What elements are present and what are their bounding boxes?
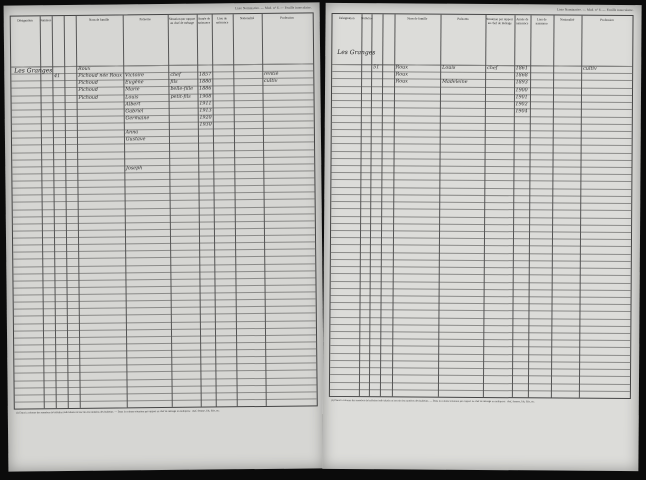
column-header: Profession bbox=[600, 17, 614, 22]
table-header bbox=[332, 14, 632, 67]
first-name: Anna bbox=[125, 130, 139, 136]
place-name: Les Granges bbox=[337, 48, 376, 57]
relation: chef bbox=[487, 66, 498, 72]
column-header: Situation par rapport au chef de ménage bbox=[486, 17, 513, 26]
census-page-right bbox=[322, 3, 641, 471]
census-table bbox=[10, 12, 318, 409]
birth-year: 1900 bbox=[515, 87, 528, 93]
table-body bbox=[330, 64, 632, 398]
birth-year: 1902 bbox=[515, 102, 528, 108]
census-page-left bbox=[4, 2, 325, 471]
column-header: Nationalité bbox=[239, 16, 255, 21]
family-name: Roux bbox=[395, 65, 408, 71]
family-name: Pichoud née Roux bbox=[78, 73, 122, 80]
birth-year: 1893 bbox=[515, 80, 528, 86]
first-name: Victoire bbox=[125, 73, 145, 79]
table-header bbox=[11, 13, 314, 67]
profession: cultiv bbox=[583, 66, 597, 72]
family-name: Roux bbox=[78, 66, 91, 72]
first-name: Albert bbox=[125, 101, 141, 108]
column-header: Situation par rapport au chef de ménage bbox=[168, 16, 196, 25]
page-header: Liste Nominative. — Mod. n° 6. — Feuille intercalaire. bbox=[235, 5, 312, 11]
birth-year: 1930 bbox=[199, 122, 212, 128]
birth-year: 1880 bbox=[199, 79, 212, 85]
table-body bbox=[11, 63, 317, 408]
page-footnote: (1) Dans la colonne des numéros de bulletins individuels on inscrira les numéros des bulletins. — Dans la colonne situation par rapport au chef de ménage on indiquera : chef, femme, fils, fille, etc. bbox=[15, 409, 220, 415]
family-name: Pichoud bbox=[78, 95, 99, 101]
family-name: Pichoud bbox=[78, 88, 99, 94]
first-name: Marie bbox=[125, 87, 140, 93]
column-header: Lieu de naissance bbox=[535, 17, 548, 26]
column-header: Désignation bbox=[339, 15, 355, 21]
birth-year: 1857 bbox=[199, 72, 212, 78]
first-name: Germaine bbox=[125, 116, 150, 122]
profession: rentiè bbox=[263, 71, 279, 78]
bulletin-number: 51 bbox=[373, 65, 380, 71]
column-header: Profession bbox=[280, 15, 294, 20]
column-header: Numéros bbox=[39, 18, 52, 23]
birth-year: 1920 bbox=[199, 115, 212, 121]
first-name: Joseph bbox=[125, 165, 143, 172]
birth-year: 1911 bbox=[199, 101, 212, 107]
first-name: Louis bbox=[125, 94, 139, 100]
first-name: Gabriel bbox=[125, 108, 144, 115]
column-header: Nom de famille bbox=[89, 17, 110, 22]
page-footnote: (1) Dans la colonne des numéros de bulletins individuels on inscrira les numéros des bulletins. — Dans la colonne situation par rapport au chef de ménage on indiquera : chef, femme, fils, fille, etc. bbox=[330, 398, 535, 404]
column-header: Numéros bbox=[361, 16, 373, 21]
first-name: Madeleine bbox=[442, 80, 468, 86]
birth-year: 1868 bbox=[515, 73, 528, 79]
column-header: Année de naissance bbox=[197, 16, 211, 25]
column-header: Lieu de naissance bbox=[216, 16, 229, 25]
birth-year: 1886 bbox=[199, 86, 212, 92]
column-header: Nom de famille bbox=[407, 16, 428, 21]
birth-year: 1908 bbox=[199, 93, 212, 100]
page-header: Liste Nominative. — Mod. n° 6. — Feuille intercalaire. bbox=[557, 7, 634, 13]
profession: cultiv bbox=[264, 79, 278, 85]
column-header: Prénoms bbox=[139, 17, 151, 22]
relation: belle-fille bbox=[170, 87, 194, 93]
relation: fils bbox=[170, 80, 178, 86]
bulletin-number: 41 bbox=[54, 74, 61, 80]
first-name: Eugène bbox=[125, 80, 144, 86]
place-name: Les Granges bbox=[14, 67, 53, 75]
column-header: Nationalité bbox=[560, 17, 575, 22]
column-header: Désignation bbox=[17, 18, 33, 23]
birth-year: 1861 bbox=[515, 66, 528, 72]
family-name: Roux bbox=[395, 72, 408, 78]
relation: chef bbox=[170, 72, 181, 79]
first-name: Louis bbox=[442, 65, 456, 71]
birth-year: 1904 bbox=[515, 109, 528, 115]
birth-year: 1901 bbox=[515, 95, 528, 101]
census-table bbox=[329, 13, 634, 399]
family-name: Pichoud bbox=[78, 80, 98, 87]
table-row bbox=[330, 389, 630, 399]
family-name: Roux bbox=[395, 79, 408, 85]
birth-year: 1913 bbox=[199, 108, 212, 114]
relation: petit-fils bbox=[170, 94, 191, 100]
column-header: Prénoms bbox=[457, 16, 469, 21]
first-name: Gustave bbox=[125, 137, 146, 143]
column-header: Année de naissance bbox=[516, 17, 529, 26]
